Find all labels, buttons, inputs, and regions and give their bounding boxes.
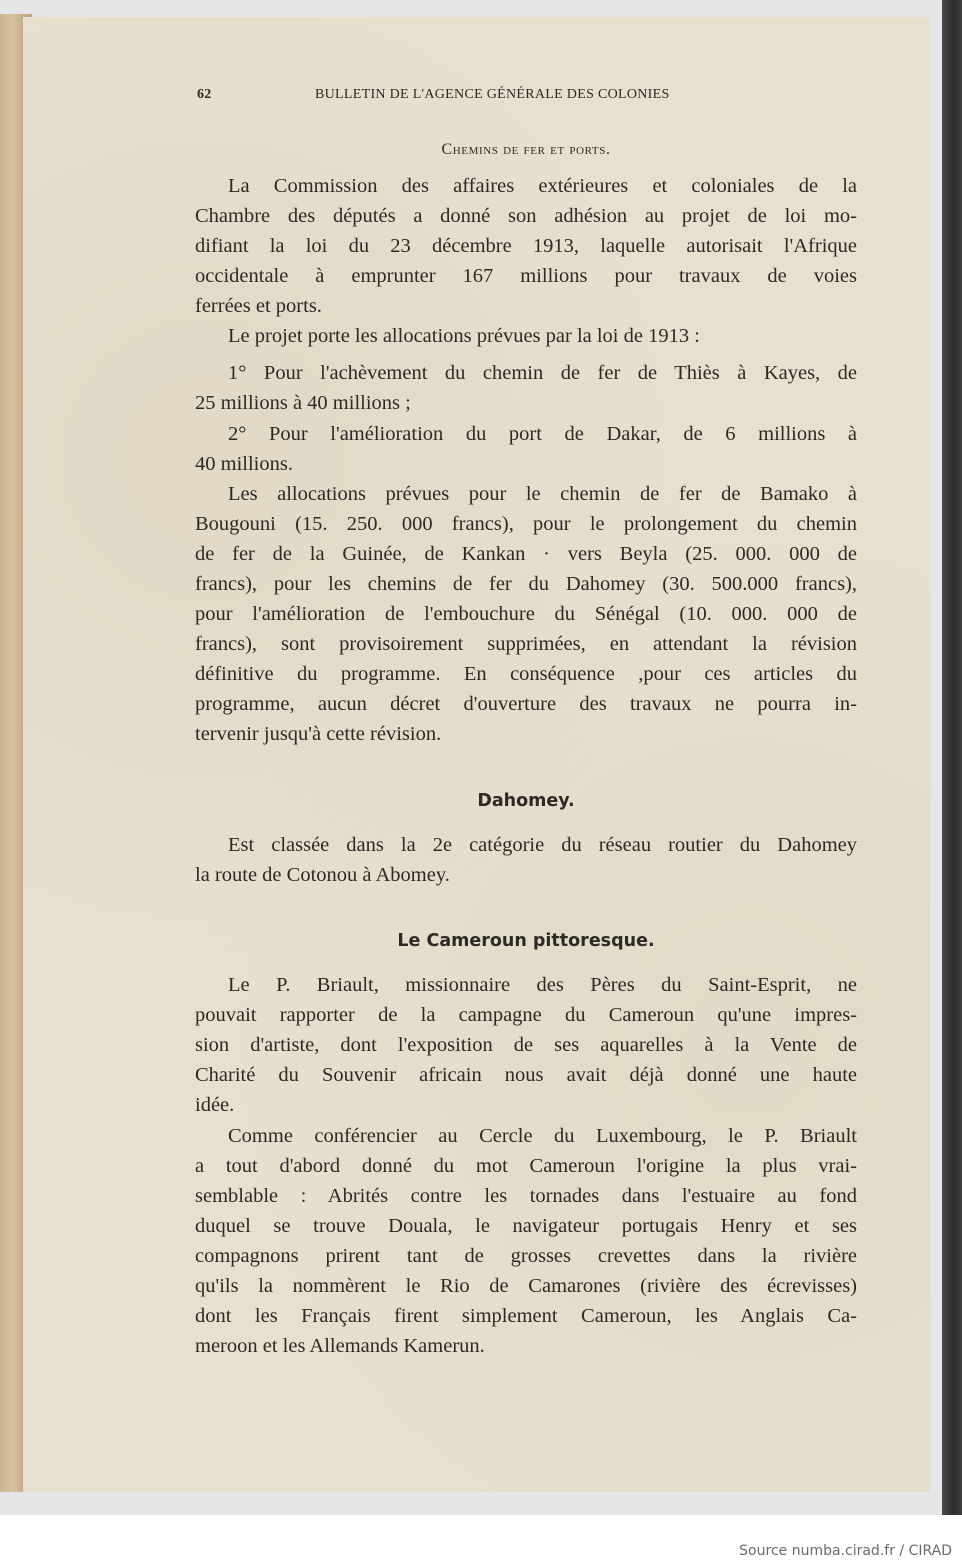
text-line: francs), pour les chemins de fer du Dahomey (30. 500.000 francs), [195, 573, 857, 595]
text-line: Charité du Souvenir africain nous avait déjà donné une haute [195, 1064, 857, 1086]
text-line: idée. [195, 1094, 235, 1116]
section-title-dahomey: Dahomey. [477, 791, 575, 811]
text-line: meroon et les Allemands Kamerun. [195, 1335, 485, 1357]
text-line: dont les Français firent simplement Cameroun, les Anglais Ca- [195, 1305, 857, 1327]
text-line: 40 millions. [195, 453, 293, 475]
text-line: 2° Pour l'amélioration du port de Dakar, de 6 millions à [228, 423, 857, 445]
text-line: difiant la loi du 23 décembre 1913, laquelle autorisait l'Afrique [195, 235, 857, 257]
text-line: Les allocations prévues pour le chemin de fer de Bamako à [228, 483, 857, 505]
text-line: programme, aucun décret d'ouverture des travaux ne pourra in- [195, 693, 857, 715]
text-line: Le projet porte les allocations prévues par la loi de 1913 : [228, 325, 700, 347]
page-number: 62 [197, 87, 212, 102]
text-line: sion d'artiste, dont l'exposition de ses aquarelles à la Vente de [195, 1034, 857, 1056]
text-line: de fer de la Guinée, de Kankan · vers Beyla (25. 000. 000 de [195, 543, 857, 565]
running-header-title: BULLETIN DE L'AGENCE GÉNÉRALE DES COLONIES [315, 87, 670, 102]
text-line: Est classée dans la 2e catégorie du réseau routier du Dahomey [228, 834, 857, 856]
text-line: a tout d'abord donné du mot Cameroun l'origine la plus vrai- [195, 1155, 857, 1177]
text-line: la route de Cotonou à Abomey. [195, 864, 450, 886]
scanner-clip-edge [942, 0, 962, 1515]
text-line: 1° Pour l'achèvement du chemin de fer de Thiès à Kayes, de [228, 362, 857, 384]
text-line: tervenir jusqu'à cette révision. [195, 723, 442, 745]
text-line: 25 millions à 40 millions ; [195, 392, 411, 414]
text-line: duquel se trouve Douala, le navigateur portugais Henry et ses [195, 1215, 857, 1237]
paragraph [195, 419, 857, 479]
text-line: Bougouni (15. 250. 000 francs), pour le prolongement du chemin [195, 513, 857, 535]
paragraph [195, 1121, 857, 1361]
text-line: Chambre des députés a donné son adhésion au projet de loi mo- [195, 205, 857, 227]
text-line: ferrées et ports. [195, 295, 322, 317]
text-line: définitive du programme. En conséquence ,pour ces articles du [195, 663, 857, 685]
text-line: francs), sont provisoirement supprimées, en attendant la révision [195, 633, 857, 655]
paragraph [195, 970, 857, 1120]
text-line: Comme conférencier au Cercle du Luxembourg, le P. Briault [228, 1125, 857, 1147]
section-title-chemins-de-fer: Chemins de fer et ports. [441, 141, 611, 158]
text-line: compagnons prirent tant de grosses crevettes dans la rivière [195, 1245, 857, 1267]
source-credit: Source numba.cirad.fr / CIRAD [739, 1543, 952, 1559]
text-line: qu'ils la nommèrent le Rio de Camarones (rivière des écrevisses) [195, 1275, 857, 1297]
text-line: pouvait rapporter de la campagne du Cameroun qu'une impres- [195, 1004, 857, 1026]
paragraph [195, 479, 857, 749]
text-line: Le P. Briault, missionnaire des Pères du Saint-Esprit, ne [228, 974, 857, 996]
paragraph [195, 171, 857, 321]
paragraph [195, 830, 857, 890]
text-line: pour l'amélioration de l'embouchure du Sénégal (10. 000. 000 de [195, 603, 857, 625]
text-line: La Commission des affaires extérieures et coloniales de la [228, 175, 857, 197]
paragraph [195, 321, 857, 351]
section-title-cameroun: Le Cameroun pittoresque. [397, 931, 655, 951]
paragraph [195, 358, 857, 418]
text-line: semblable : Abrités contre les tornades dans l'estuaire au fond [195, 1185, 857, 1207]
text-line: occidentale à emprunter 167 millions pour travaux de voies [195, 265, 857, 287]
